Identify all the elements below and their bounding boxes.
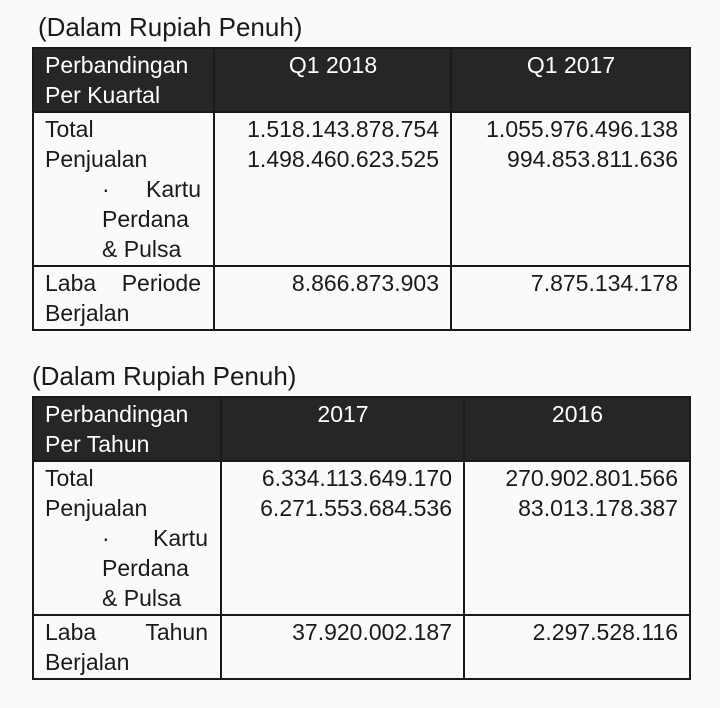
annual-table: [32, 396, 691, 680]
annual-penjualan-label: [33, 461, 221, 615]
quarterly-sub-word3: & Pulsa: [102, 236, 182, 262]
quarterly-laba-word1: Laba: [45, 270, 97, 296]
quarterly-header-label-line1: Perbandingan: [45, 52, 189, 78]
quarterly-penjualan-word2: Penjualan: [45, 146, 148, 172]
annual-total-col2: 270.902.801.566: [505, 465, 678, 491]
annual-sub-word2: Perdana: [102, 555, 189, 581]
bullet-icon: ·: [102, 176, 110, 202]
quarterly-laba-col1: 8.866.873.903: [214, 266, 451, 330]
quarterly-caption: (Dalam Rupiah Penuh): [38, 12, 303, 42]
annual-laba-word2: Tahun: [145, 619, 208, 645]
annual-total-col1: 6.334.113.649.170: [261, 465, 452, 491]
quarterly-sub-word2: Perdana: [102, 206, 189, 232]
quarterly-laba-label: [33, 266, 214, 330]
annual-laba-word3: Berjalan: [45, 649, 130, 675]
quarterly-penjualan-word1: Total: [45, 116, 94, 142]
annual-laba-word1: Laba: [45, 619, 97, 645]
quarterly-laba-word3: Berjalan: [45, 300, 130, 326]
quarterly-penjualan-label: [33, 112, 214, 266]
annual-penjualan-word1: Total: [45, 465, 94, 491]
quarterly-total-col2: 1.055.976.496.138: [486, 116, 678, 142]
quarterly-sub-col2: 994.853.811.636: [507, 146, 678, 172]
annual-laba-col1: 37.920.002.187: [221, 615, 464, 679]
quarterly-total-col1: 1.518.143.878.754: [247, 116, 439, 142]
annual-caption: (Dalam Rupiah Penuh): [32, 361, 297, 391]
annual-penjualan-row: [33, 461, 690, 615]
quarterly-penjualan-row: [33, 112, 690, 266]
quarterly-header-label: [33, 48, 214, 112]
annual-header-row: [33, 397, 690, 461]
quarterly-subitem: [45, 174, 201, 264]
quarterly-penjualan-col2: [451, 112, 690, 266]
quarterly-laba-row: [33, 266, 690, 330]
annual-header-label-line2: Per Tahun: [45, 431, 150, 457]
annual-header-label-line1: Perbandingan: [45, 401, 189, 427]
quarterly-sub-col1: 1.498.460.623.525: [247, 146, 439, 172]
annual-laba-label: [33, 615, 221, 679]
quarterly-header-col2: Q1 2017: [451, 48, 690, 112]
annual-subitem: [45, 523, 208, 613]
quarterly-table: [32, 47, 691, 331]
annual-sub-word3: & Pulsa: [102, 585, 182, 611]
annual-header-col1: 2017: [221, 397, 464, 461]
quarterly-header-row: [33, 48, 690, 112]
bullet-icon: ·: [102, 525, 110, 551]
annual-sub-col2: 83.013.178.387: [518, 495, 678, 521]
annual-header-col2: 2016: [464, 397, 690, 461]
quarterly-sub-word1: Kartu: [146, 176, 201, 202]
quarterly-laba-word2: Periode: [121, 270, 201, 296]
quarterly-penjualan-col1: [214, 112, 451, 266]
annual-laba-col2: 2.297.528.116: [464, 615, 690, 679]
annual-sub-col1: 6.271.553.684.536: [260, 495, 452, 521]
annual-sub-word1: Kartu: [153, 525, 208, 551]
quarterly-header-col1: Q1 2018: [214, 48, 451, 112]
annual-penjualan-word2: Penjualan: [45, 495, 148, 521]
quarterly-laba-col2: 7.875.134.178: [451, 266, 690, 330]
quarterly-header-label-line2: Per Kuartal: [45, 82, 161, 108]
annual-laba-row: [33, 615, 690, 679]
annual-penjualan-col2: [464, 461, 690, 615]
annual-header-label: [33, 397, 221, 461]
annual-penjualan-col1: [221, 461, 464, 615]
